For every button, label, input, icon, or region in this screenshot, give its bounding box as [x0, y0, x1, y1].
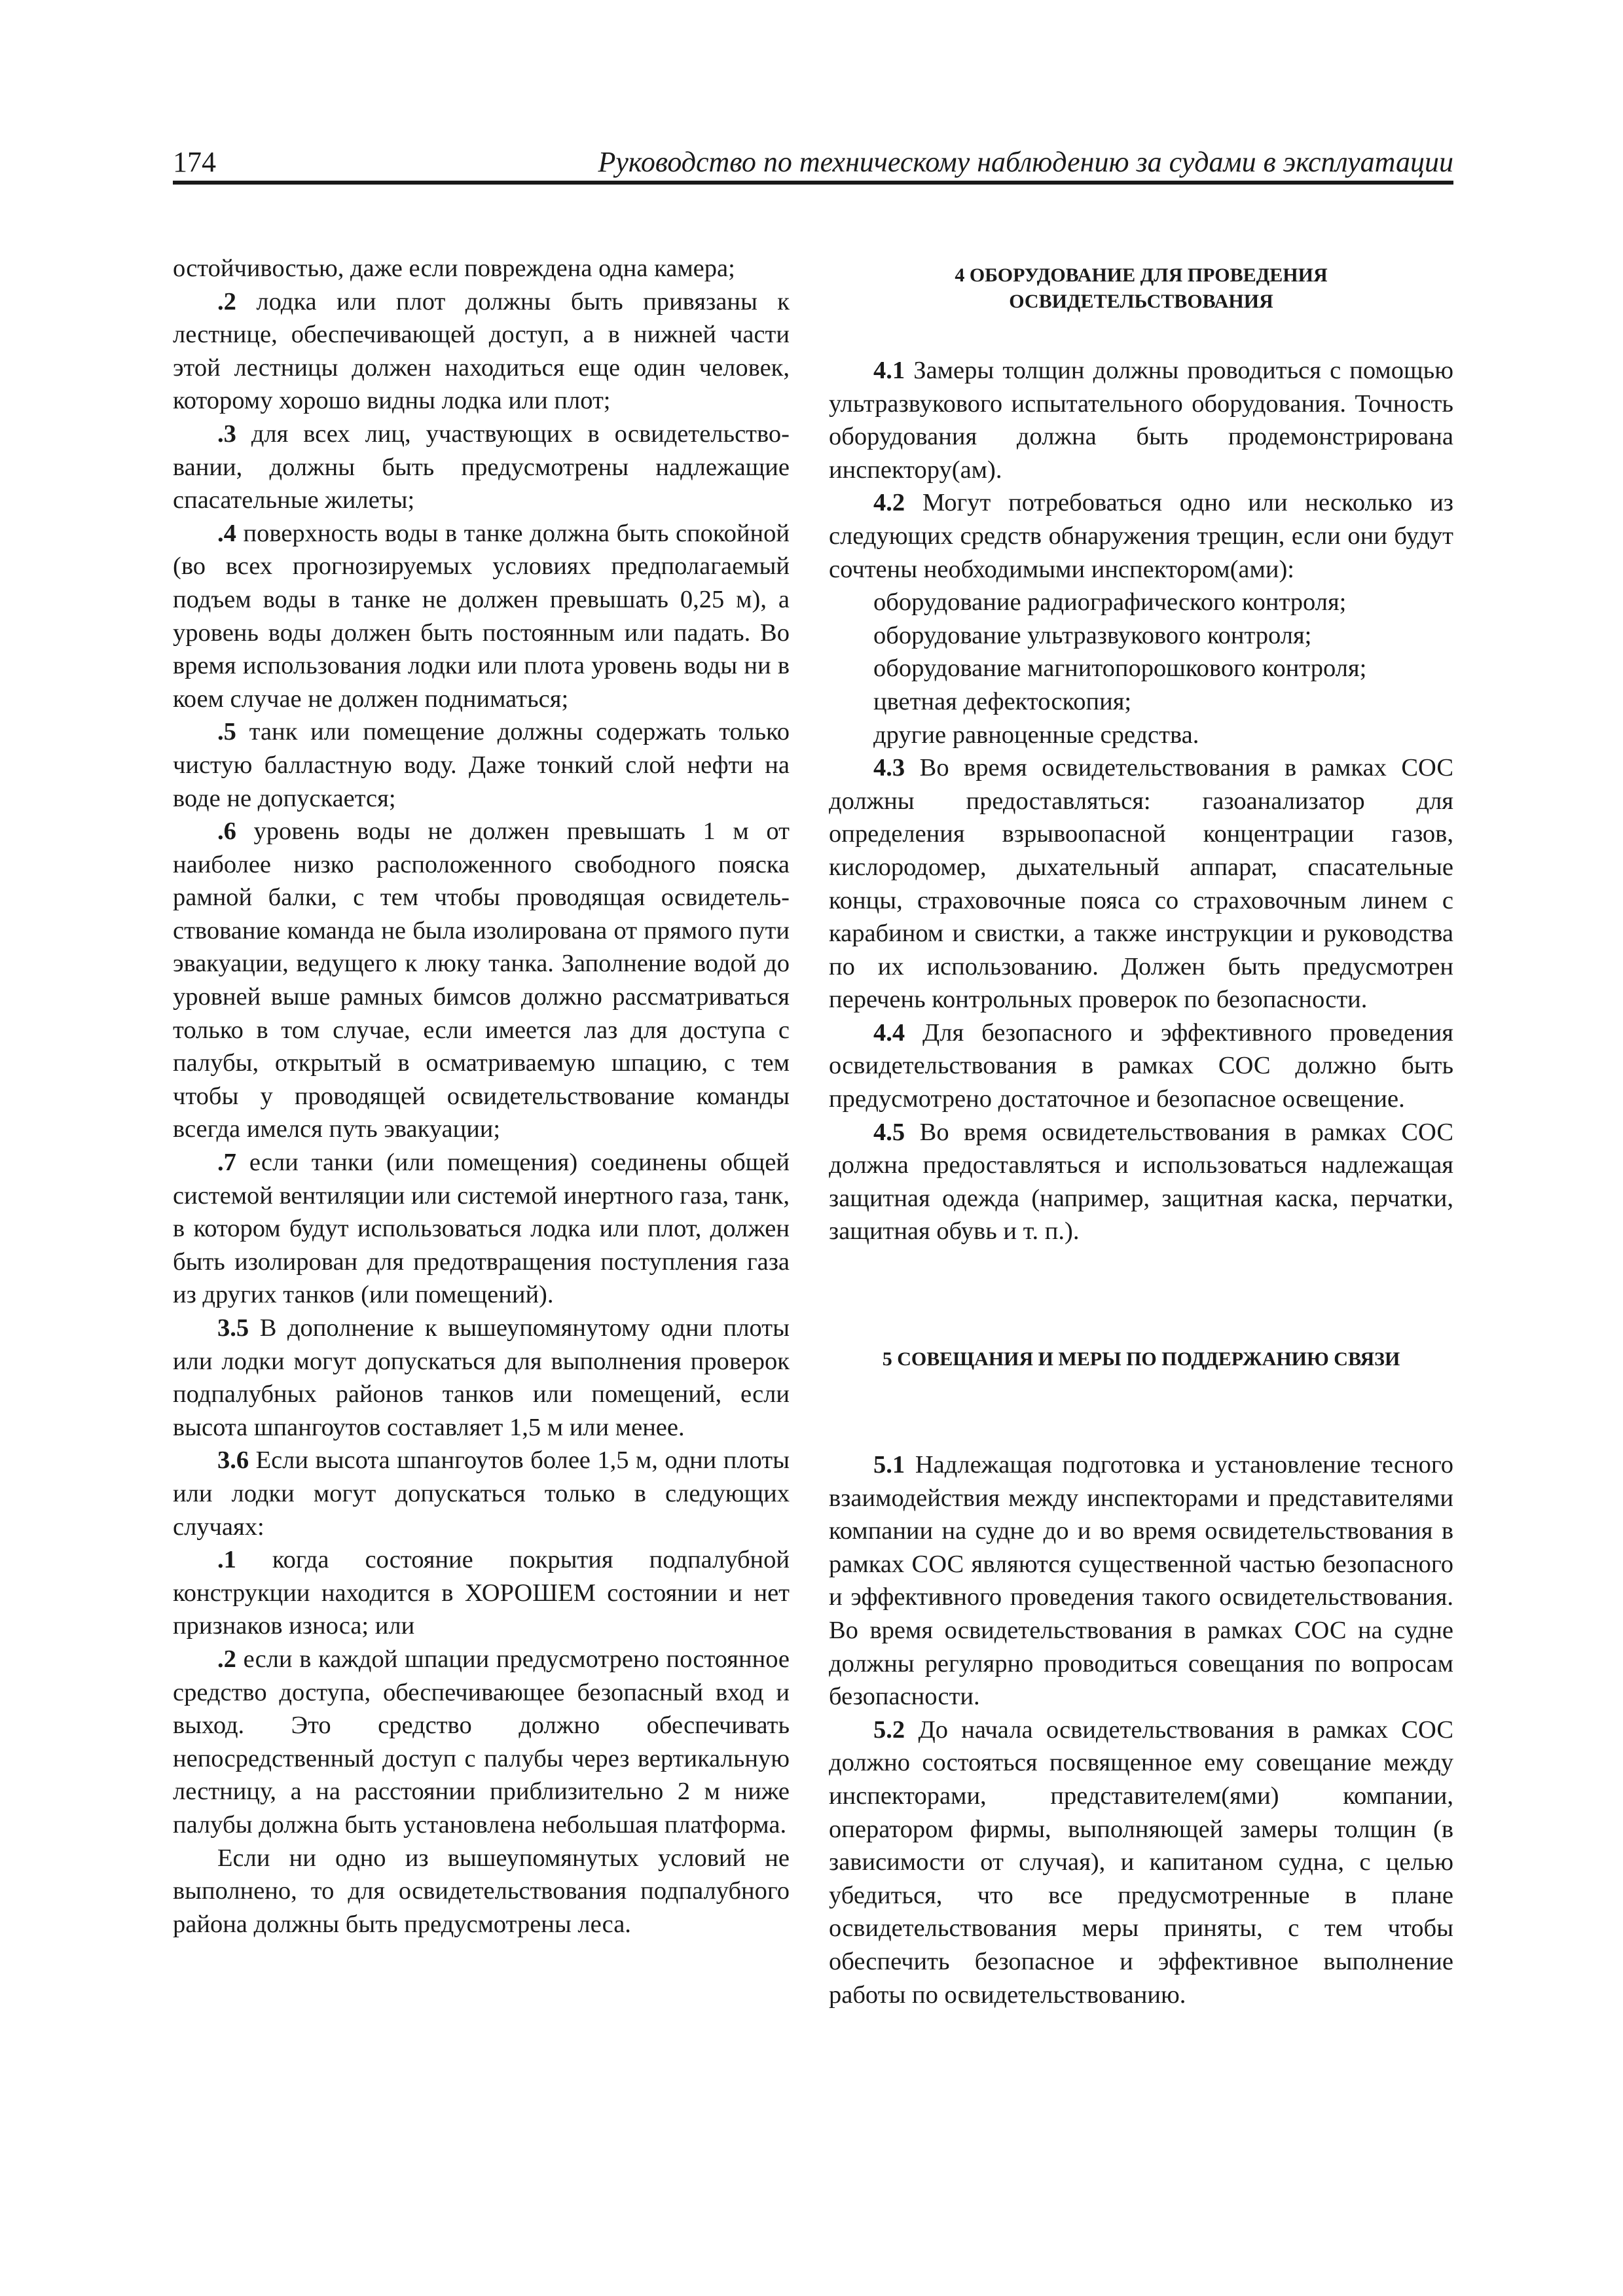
paragraph: .2 лодка или плот должны быть привязаны к лестнице, обеспечивающей доступ, а в нижней части этой лестницы должен находиться еще один человек, которому хорошо видны лодка или плот; [173, 287, 790, 415]
section-heading-4: 4 ОБОРУДОВАНИЕ ДЛЯ ПРОВЕДЕНИЯ ОСВИДЕТЕЛЬСТВОВАНИЯ [955, 264, 1328, 312]
right-column [829, 252, 1453, 2011]
item-number: .3 [217, 420, 236, 448]
paragraph: .2 если в каждой шпации предусмотрено постоянное средство доступа, обеспечивающее безопасный вход и выход. Это средство должно обеспечивать непосредственный доступ с палубы через вертикальную лестницу, а на расстоянии приблизительно 2 м ниже палубы должна быть установлена небольшая платформа. [173, 1645, 790, 1839]
paragraph: 4.2 Могут потребоваться одно или несколько из следующих средств обнаружения трещин, если они будут сочтены необходимыми инспектором(ами): [829, 489, 1454, 583]
section-number: 4.5 [873, 1118, 905, 1146]
section-number: 3.6 [217, 1446, 249, 1475]
paragraph: .1 когда состояние покрытия подпалубной конструкции находится в ХОРОШЕМ состоянии и нет признаков износа; или [173, 1546, 790, 1640]
paragraph: Если ни одно из вышеупомянутых условий не выполнено, то для освидетельствования подпалубного района должны быть предусмотрены леса. [173, 1844, 790, 1938]
section-number: 5.1 [873, 1451, 905, 1479]
header-rule [173, 181, 1453, 185]
section-number: 5.2 [873, 1715, 905, 1744]
item-number: .7 [217, 1149, 236, 1177]
left-column [173, 252, 790, 1941]
section-number: 4.4 [873, 1018, 905, 1047]
section-heading-5: 5 СОВЕЩАНИЯ И МЕРЫ ПО ПОДДЕРЖАНИЮ СВЯЗИ [882, 1348, 1400, 1371]
paragraph: остойчивостью, даже если повреждена одна камера; [173, 255, 735, 282]
paragraph: 3.6 Если высота шпангоутов более 1,5 м, одни плоты или лодки могут допускаться только в следующих случаях: [173, 1446, 790, 1541]
paragraph: 5.1 Надлежащая подготовка и установление тесного взаимодействия между инспекторами и представителями компании на судне до и во время освидетельствования в рамках СОС являются существенной частью безопасного и эффективного проведения такого освидетельствования. Во время освидетельствования в рамках СОС на судне должны регулярно проводиться совещания по вопросам безопасности. [829, 1451, 1453, 1711]
paragraph: .4 поверхность воды в танке должна быть спокойной (во всех прогнозируемых условиях предполагаемый подъем воды в танке не должен превышать 0,25 м), а уровень воды должен быть постоянным или падать. Во время использования лодки или плота уровень воды ни в коем случае не должен подниматься; [173, 519, 790, 713]
paragraph: 4.5 Во время освидетельствования в рамках СОС должна предоставляться и использоваться надлежащая защитная одежда (например, защитная каска, перчатки, защитная обувь и т. п.). [829, 1118, 1453, 1246]
item-number: .1 [217, 1546, 236, 1574]
page-number: 174 [173, 146, 216, 178]
list-item: оборудование радиографического контроля; [873, 588, 1347, 617]
item-number: .2 [217, 1645, 236, 1673]
item-number: .5 [217, 718, 236, 746]
list-item: оборудование магнитопорошкового контроля; [873, 655, 1367, 683]
section-number: 3.5 [217, 1314, 249, 1342]
list-item: оборудование ультразвукового контроля; [873, 621, 1312, 649]
paragraph: 4.1 Замеры толщин должны проводиться с помощью ультразвукового испытательного оборудования. Точность оборудования должна быть продемонстрирована инспектору(ам). [829, 357, 1454, 484]
paragraph: 5.2 До начала освидетельствования в рамках СОС должно состояться посвященное ему совещание между инспекторами, представителем(ями) компании, оператором фирмы, выполняющей замеры толщин (в зависимости от случая), и капитаном судна, с целью убедиться, что все предусмотренные в плане освидетельствования меры приняты, с тем чтобы обеспечить безопасное и эффективное выполнение работы по освидетельствованию. [829, 1715, 1453, 2009]
paragraph: .7 если танки (или помещения) соединены общей системой вентиляции или системой инертного газа, танк, в котором будут использоваться лодка или плот, должен быть изолирован для предотвращения поступления газа из других танков (или помещений). [173, 1149, 790, 1309]
section-number: 4.1 [873, 357, 905, 384]
list-item: цветная дефектоскопия; [873, 687, 1132, 715]
page-header [173, 143, 1453, 182]
item-number: .6 [217, 817, 236, 846]
section-number: 4.2 [873, 489, 905, 517]
paragraph: 4.3 Во время освидетельствования в рамках СОС должны предоставляться: газоанализатор для определения взрывоопасной концентрации газов, кислородомер, дыхательный аппарат, спасательные концы, страховочные пояса со страховочным линем с карабином и свистки, а также инструкции и руководства по их использованию. Должен быть предусмотрен перечень контрольных проверок по безопасности. [829, 754, 1453, 1014]
paragraph: .6 уровень воды не должен превышать 1 м от наиболее низко расположенного свободного пояска рамной балки, с тем чтобы проводящая освидетельствование команда не была изолирована от прямого пути эвакуации, ведущего к люку танка. Заполнение водой до уровней выше рамных бимсов должно рассматриваться только в том случае, если имеется лаз для доступа с палубы, открытый в осматриваемую шпацию, с тем чтобы у проводящей освидетельствование команды всегда имелся путь эвакуации; [173, 817, 790, 1143]
paragraph: .3 для всех лиц, участвующих в освидетельствовании, должны быть предусмотрены надлежащие спасательные жилеты; [173, 420, 790, 514]
running-title: Руководство по техническому наблюдению за судами в эксплуатации [598, 146, 1453, 178]
list-item: другие равноценные средства. [873, 721, 1199, 749]
paragraph: .5 танк или помещение должны содержать только чистую балластную воду. Даже тонкий слой нефти на воде не допускается; [173, 718, 790, 812]
paragraph: 4.4 Для безопасного и эффективного проведения освидетельствования в рамках СОС должно быть предусмотрено достаточное и безопасное освещение. [829, 1018, 1454, 1113]
section-number: 4.3 [873, 754, 905, 782]
item-number: .4 [217, 519, 236, 547]
paragraph: 3.5 В дополнение к вышеупомянутому одни плоты или лодки могут допускаться для выполнения проверок подпалубных районов танков или помещений, если высота шпангоутов составляет 1,5 м или менее. [173, 1314, 790, 1441]
item-number: .2 [217, 287, 236, 315]
